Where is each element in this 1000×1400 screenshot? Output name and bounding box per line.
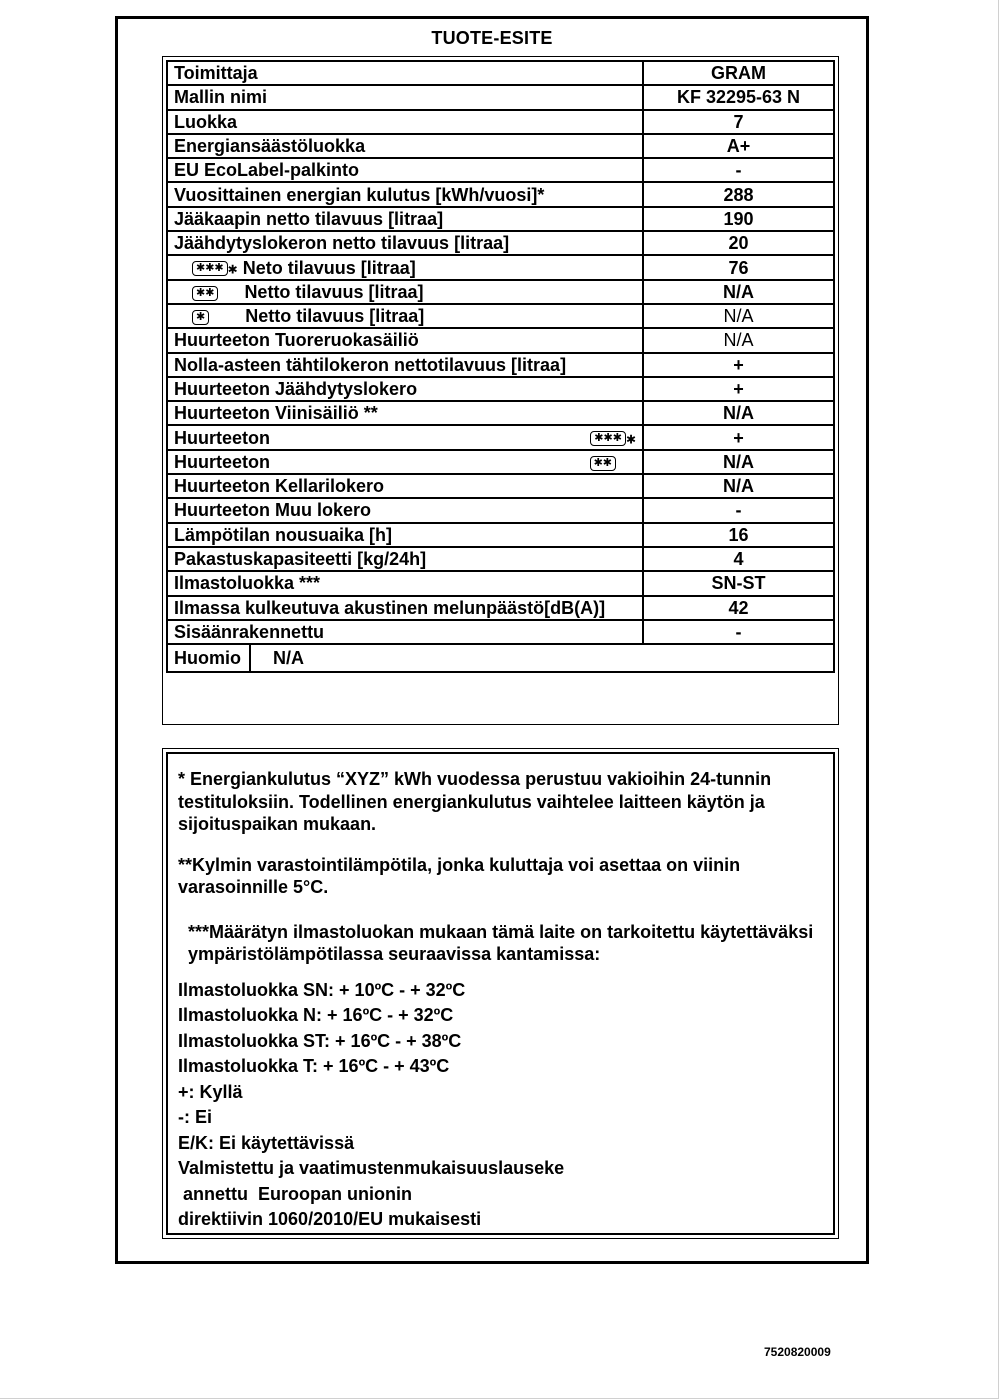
spec-row-freezing-capacity	[167, 547, 834, 571]
spec-label: Jääkaapin netto tilavuus [litraa]	[167, 207, 643, 231]
climate-class-item: Ilmastoluokka ST: + 16ºC - + 38ºC	[178, 1030, 462, 1051]
spec-label: Netto tilavuus [litraa]	[245, 306, 425, 327]
spec-label: Mallin nimi	[167, 85, 643, 109]
spec-label: Energiansäästöluokka	[167, 134, 643, 158]
spec-row-supplier	[167, 61, 834, 85]
spec-label: Neto tilavuus [litraa]	[242, 257, 416, 278]
spec-label: Pakastuskapasiteetti [kg/24h]	[167, 547, 643, 571]
spec-label: Luokka	[167, 110, 643, 134]
spec-label: Lämpötilan nousuaika [h]	[167, 523, 643, 547]
spec-row-zero-star	[167, 353, 834, 377]
spec-row-nofrost-cellar	[167, 474, 834, 498]
notes-content	[166, 752, 835, 1235]
spec-value: 7	[643, 110, 834, 134]
spec-label: Huurteeton Kellarilokero	[167, 474, 643, 498]
spec-value: -	[643, 158, 834, 182]
star-extra-icon: ✱	[227, 261, 238, 276]
spec-value: GRAM	[643, 61, 834, 85]
two-star-icon: ✱✱	[590, 456, 616, 471]
remark-label: Huomio	[174, 645, 251, 671]
spec-row-climate-class	[167, 571, 834, 595]
notes-box	[162, 748, 839, 1239]
spec-row-2star-volume	[167, 280, 834, 304]
spec-value: SN-ST	[643, 571, 834, 595]
spec-value: 42	[643, 596, 834, 620]
spec-value: 4	[643, 547, 834, 571]
spec-row-energy-class	[167, 134, 834, 158]
spec-value: A+	[643, 134, 834, 158]
four-star-icon: ✱✱✱	[192, 261, 228, 276]
spec-value: 288	[643, 182, 834, 206]
legend-item: direktiivin 1060/2010/EU mukaisesti	[178, 1209, 482, 1229]
spec-row-model	[167, 85, 834, 109]
spec-row-noise	[167, 596, 834, 620]
spec-row-remark	[167, 644, 834, 672]
spec-row-1star-volume	[167, 304, 834, 328]
sheet-title: TUOTE-ESITE	[431, 28, 553, 48]
spec-label: EU EcoLabel-palkinto	[167, 158, 643, 182]
spec-label: Netto tilavuus [litraa]	[244, 281, 424, 302]
spec-label: Huurteeton Viinisäiliö **	[167, 401, 643, 425]
spec-label: Ilmassa kulkeutuva akustinen melunpäästö[dB(A)]	[167, 596, 643, 620]
spec-label: Ilmastoluokka ***	[167, 571, 643, 595]
spec-row-4star-volume	[167, 255, 834, 279]
spec-value: +	[643, 377, 834, 401]
spec-value: N/A	[643, 304, 834, 328]
spec-row-nofrost-wine	[167, 401, 834, 425]
spec-row-built-in	[167, 620, 834, 644]
spec-value: 16	[643, 523, 834, 547]
spec-value: +	[643, 425, 834, 449]
note-wine: **Kylmin varastointilämpötila, jonka kuluttaja voi asettaa on viinin varasoinnille 5°C.	[178, 854, 741, 897]
spec-value: N/A	[643, 474, 834, 498]
legend-item: annettu Euroopan unionin	[178, 1183, 412, 1204]
spec-value: +	[643, 353, 834, 377]
spec-label: Nolla-asteen tähtilokeron nettotilavuus [litraa]	[167, 353, 643, 377]
spec-value: N/A	[643, 450, 834, 474]
legend-item: -: Ei	[178, 1107, 212, 1127]
climate-class-item: Ilmastoluokka SN: + 10ºC - + 32ºC	[178, 979, 466, 1000]
spec-label: Huurteeton	[174, 427, 270, 448]
spec-row-nofrost-4star	[167, 425, 834, 449]
document-code: 7520820009	[764, 1345, 831, 1359]
spec-value: 76	[643, 255, 834, 279]
spec-table-box	[162, 56, 839, 725]
spec-label: Huurteeton Muu lokero	[167, 498, 643, 522]
star-extra-icon: ✱	[625, 431, 636, 446]
climate-class-item: Ilmastoluokka T: + 16ºC - + 43ºC	[178, 1056, 450, 1076]
two-star-icon: ✱✱	[192, 286, 218, 301]
legend-item: Valmistettu ja vaatimustenmukaisuuslauseke	[178, 1158, 565, 1178]
spec-value: KF 32295-63 N	[643, 85, 834, 109]
one-star-icon: ✱	[192, 310, 209, 325]
legend-item: E/K: Ei käytettävissä	[178, 1132, 355, 1153]
spec-label: Vuosittainen energian kulutus [kWh/vuosi]*	[167, 182, 643, 206]
spec-value: N/A	[643, 280, 834, 304]
spec-row-nofrost-other	[167, 498, 834, 522]
spec-value: -	[643, 620, 834, 644]
spec-row-nofrost-2star	[167, 450, 834, 474]
spec-value: 20	[643, 231, 834, 255]
spec-row-category	[167, 110, 834, 134]
spec-label: Sisäänrakennettu	[167, 620, 643, 644]
four-star-icon: ✱✱✱	[590, 431, 626, 446]
product-sheet-frame	[115, 16, 869, 1264]
spec-value: 190	[643, 207, 834, 231]
note-climate-intro: ***Määrätyn ilmastoluokan mukaan tämä laite on tarkoitettu käytettäväksi ympäristölämpötilassa seuraavissa kantamissa:	[188, 921, 814, 964]
remark-value: N/A	[273, 648, 304, 669]
spec-row-fridge-volume	[167, 207, 834, 231]
spec-label: Huurteeton Jäähdytyslokero	[167, 377, 643, 401]
spec-row-ecolabel	[167, 158, 834, 182]
spec-value: N/A	[643, 328, 834, 352]
spec-table	[166, 60, 835, 673]
spec-value: -	[643, 498, 834, 522]
legend-list	[178, 1080, 823, 1233]
note-energy: * Energiankulutus “XYZ” kWh vuodessa perustuu vakioihin 24-tunnin testituloksiin. Todellinen energiankulutus vaihtelee laitteen käytön ja sijoituspaikan mukaan.	[178, 769, 772, 834]
spec-label: Toimittaja	[167, 61, 643, 85]
spec-row-temp-rise	[167, 523, 834, 547]
spec-row-nofrost-chill	[167, 377, 834, 401]
spec-row-chill-volume	[167, 231, 834, 255]
legend-item: +: Kyllä	[178, 1081, 243, 1102]
spec-label: Huurteeton	[174, 451, 270, 472]
spec-value: N/A	[643, 401, 834, 425]
spec-label: Huurteeton Tuoreruokasäiliö	[167, 328, 643, 352]
climate-class-list	[178, 978, 823, 1080]
spec-row-annual-energy	[167, 182, 834, 206]
spec-label: Jäähdytyslokeron netto tilavuus [litraa]	[167, 231, 643, 255]
spec-row-fresh-food	[167, 328, 834, 352]
climate-class-item: Ilmastoluokka N: + 16ºC - + 32ºC	[178, 1005, 454, 1025]
